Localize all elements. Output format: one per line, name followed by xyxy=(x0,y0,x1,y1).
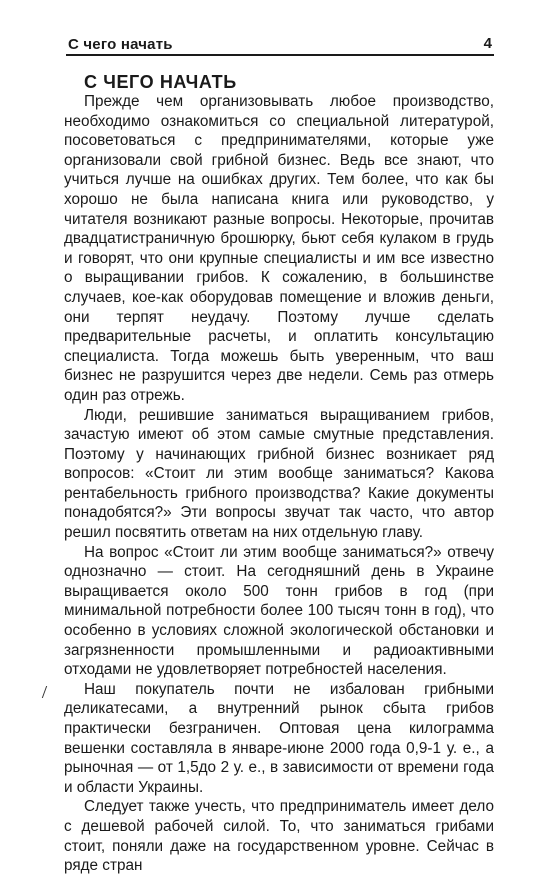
running-header xyxy=(66,32,494,56)
paragraph-4: Наш покупатель почти не избалован грибными деликатесами, а внутренний рынок сбыта грибов практически безграничен. Оптовая цена килограмма вешенки составляла в январе-июне 2000 года 0,9-1 у. е., а рыночная — от 1,5до 2 у. е., в зависимости от времени года и области Украины. xyxy=(64,680,494,796)
margin-mark xyxy=(42,686,50,698)
chapter-title: С ЧЕГО НАЧАТЬ xyxy=(84,72,237,92)
page-number: 4 xyxy=(483,35,492,52)
running-title: С чего начать xyxy=(68,36,173,53)
body-text xyxy=(64,92,494,876)
paragraph-1: Прежде чем организовывать любое производство, необходимо ознакомиться со специальной литературой, посоветоваться с предпринимателями, которые уже организовали свой грибной бизнес. Ведь все знают, что учиться лучше на ошибках других. Тем более, что как бы хорошо не была написана книга или руководство, у читателя возникают разные вопросы. Некоторые, прочитав двадцатистраничную брошюрку, бьют себя кулаком в грудь и говорят, что они крупные специалисты и им все известно о выращивании грибов. К сожалению, в большинстве случаев, кое-как оборудовав помещение и вложив деньги, они терпят неудачу. Поэтому лучше сделать предварительные расчеты, и оплатить консультацию специалиста. Тогда можешь быть уверенным, что ваш бизнес не разрушится через две недели. Семь раз отмерь один раз отрежь. xyxy=(64,93,494,404)
paragraph-3: На вопрос «Стоит ли этим вообще заниматься?» отвечу однозначно — стоит. На сегодняшний день в Украине выращивается около 500 тонн грибов в год (при минимальной потребности более 100 тысяч тонн в год), что особенно в условиях сложной экологической обстановки и загрязненности промышленными и радиоактивными отходами не удовлетворяет потребностей населения. xyxy=(64,543,494,679)
paragraph-2: Люди, решившие заниматься выращиванием грибов, зачастую имеют об этом самые смутные представления. Поэтому у начинающих грибной бизнес возникает ряд вопросов: «Стоит ли этим вообще заниматься? Какова рентабельность грибного производства? Какие документы понадобятся?» Эти вопросы звучат так часто, что автор решил посвятить ответам на них отдельную главу. xyxy=(64,406,494,542)
paragraph-5: Следует также учесть, что предприниматель имеет дело с дешевой рабочей силой. То, что заниматься грибами стоит, поняли даже на государственном уровне. Сейчас в ряде стран xyxy=(64,798,494,875)
